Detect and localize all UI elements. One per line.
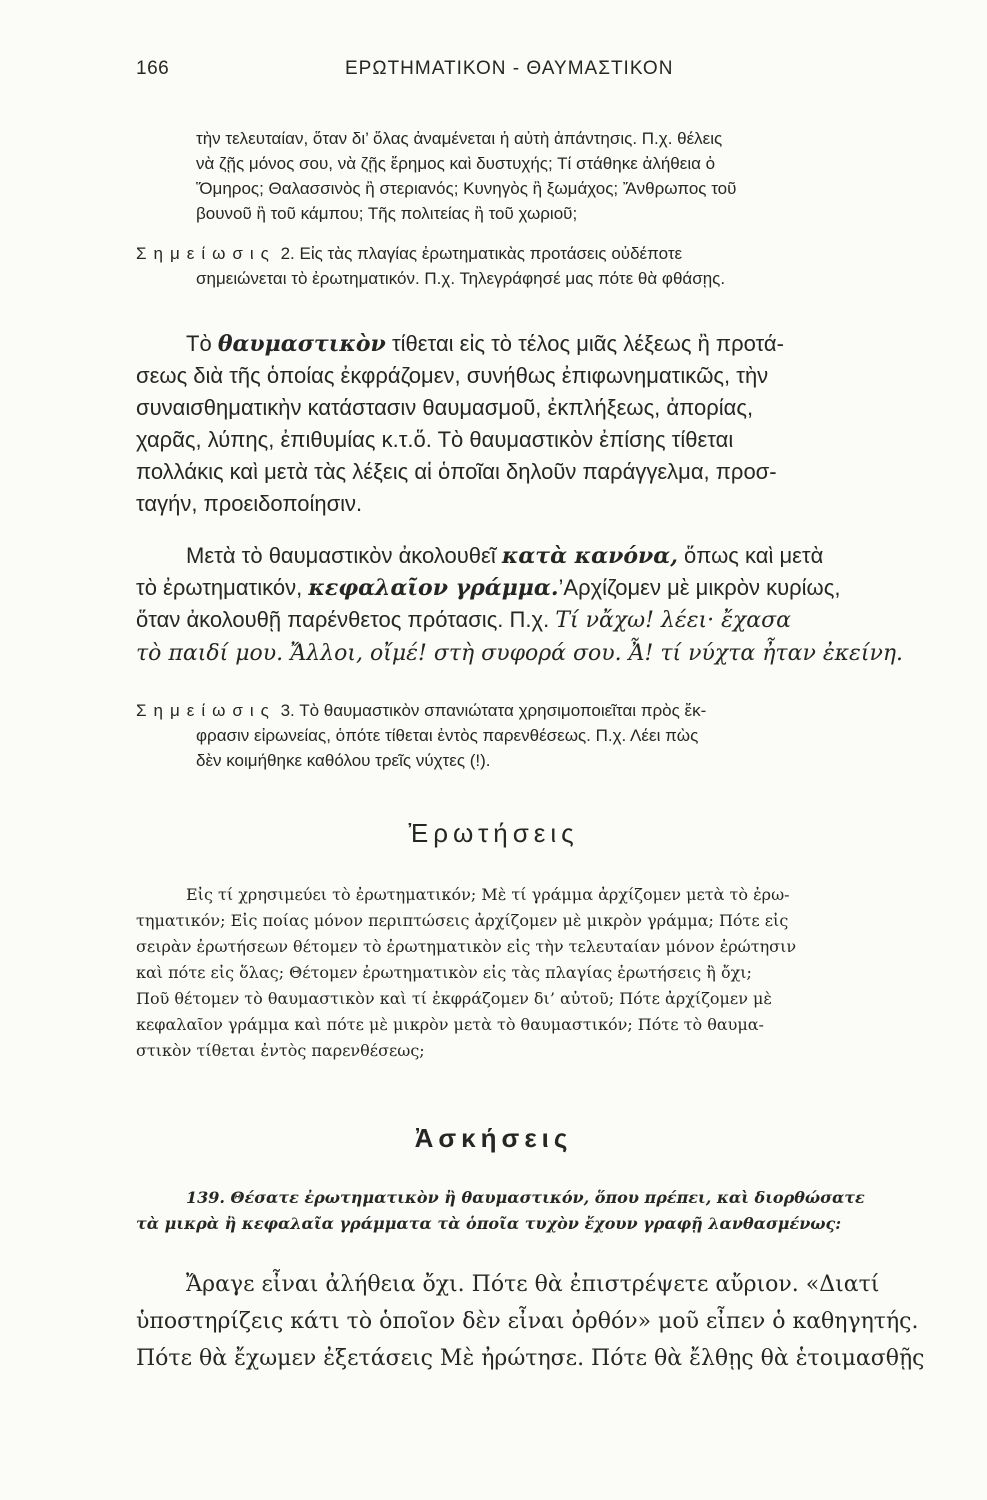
running-title: ΕΡΩΤΗΜΑΤΙΚΟΝ - ΘΑΥΜΑΣΤΙΚΟΝ <box>345 58 674 79</box>
emphasis: κεφαλαῖον γράμμα. <box>308 575 559 601</box>
instruction-text: Θέσατε ἐρωτηματικὸν ἢ θαυμαστικόν, ὅπου πρέπει, καὶ διορθώσατε <box>230 1188 865 1207</box>
text-run: ’Αρχίζομεν μὲ μικρὸν κυρίως, <box>558 575 841 600</box>
questions-heading: Ἐρωτήσεις <box>408 818 579 848</box>
paragraph-line: χαρᾶς, λύπης, ἐπιθυμίας κ.τ.ὅ. Τὸ θαυμαστικὸν ἐπίσης τίθεται <box>136 427 734 452</box>
note-3 <box>136 698 936 773</box>
note-number: 3. <box>280 701 295 720</box>
exercise-line: Πότε θὰ ἔχωμεν ἐξετάσεις Μὲ ἠρώτησε. Πότε θὰ ἔλθῃς θὰ ἑτοιμασθῇς <box>136 1346 925 1371</box>
page-number: 166 <box>136 58 170 79</box>
note-text: δὲν κοιμήθηκε καθόλου τρεῖς νύχτες (!). <box>196 751 491 770</box>
note-text: φρασιν εἰρωνείας, ὁπότε τίθεται ἐντὸς παρενθέσεως. Π.χ. Λέει πὼς <box>196 726 699 745</box>
text-run: τίθεται εἰς τὸ τέλος μιᾶς λέξεως ἢ προτά- <box>391 331 784 356</box>
question-line: κεφαλαῖον γράμμα καὶ πότε μὲ μικρὸν μετὰ τὸ θαυμαστικόν; Πότε τὸ θαυμα- <box>136 1015 764 1034</box>
paragraph-line: σεως διὰ τῆς ὁποίας ἐκφράζομεν, συνήθως ἐπιφωνηματικῶς, τὴν <box>136 363 769 388</box>
exercise-body <box>136 1266 936 1377</box>
example-italic: Τί νἄχω! λέει· ἔχασα <box>555 608 791 633</box>
question-line: τηματικόν; Εἰς ποίας μόνον περιπτώσεις ἀρχίζομεν μὲ μικρὸν γράμμα; Πότε εἰς <box>136 911 789 930</box>
question-line: στικὸν τίθεται ἐντὸς παρενθέσεως; <box>136 1041 425 1060</box>
note-label: Σημείωσις <box>136 244 276 263</box>
note-2 <box>136 241 936 291</box>
text-run: ὅταν ἀκολουθῇ παρένθετος πρότασις. Π.χ. <box>136 607 550 632</box>
question-line: Ποῦ θέτομεν τὸ θαυμαστικὸν καὶ τί ἐκφράζομεν δι’ αὐτοῦ; Πότε ἀρχίζομεν μὲ <box>136 989 772 1008</box>
intro-line: βουνοῦ ἢ τοῦ κάμπου; Τῆς πολιτείας ἢ τοῦ χωριοῦ; <box>196 204 578 223</box>
text-run: Μετὰ τὸ θαυμαστικὸν ἀκολουθεῖ <box>186 543 496 568</box>
exercise-instruction <box>136 1185 936 1237</box>
note-number: 2. <box>280 244 295 263</box>
thaumastikon-paragraph <box>136 328 936 520</box>
paragraph-line: πολλάκις καὶ μετὰ τὰς λέξεις αἱ ὁποῖαι δηλοῦν παράγγελμα, προσ- <box>136 459 777 484</box>
intro-line: Ὅμηρος; Θαλασσινὸς ἢ στεριανός; Κυνηγὸς ἢ ξωμάχος; Ἄνθρωπος τοῦ <box>196 179 737 198</box>
exercise-number: 139. <box>186 1188 225 1207</box>
note-text: σημειώνεται τὸ ἐρωτηματικόν. Π.χ. Τηλεγράφησέ μας πότε θὰ φθάσῃς. <box>196 269 726 288</box>
questions-text <box>136 882 936 1064</box>
term-bold: θαυμαστικὸν <box>217 331 386 357</box>
question-line: καὶ πότε εἰς ὅλας; Θέτομεν ἐρωτηματικὸν εἰς τὰς πλαγίας ἐρωτήσεις ἢ ὄχι; <box>136 963 752 982</box>
note-text: Εἰς τὰς πλαγίας ἐρωτηματικὰς προτάσεις οὐδέποτε <box>299 244 683 263</box>
text-run: τὸ ἐρωτηματικόν, <box>136 575 303 600</box>
exercise-line: ὑποστηρίζεις κάτι τὸ ὁποῖον δὲν εἶναι ὀρθόν» μοῦ εἶπεν ὁ καθηγητής. <box>136 1309 919 1334</box>
instruction-text: τὰ μικρὰ ἢ κεφαλαῖα γράμματα τὰ ὁποῖα τυχὸν ἔχουν γραφῇ λανθασμένως: <box>136 1214 842 1233</box>
exercises-heading: Ἀσκήσεις <box>414 1123 573 1153</box>
exercise-line: Ἄραγε εἶναι ἀλήθεια ὄχι. Πότε θὰ ἐπιστρέψετε αὔριον. «Διατί <box>186 1272 880 1297</box>
intro-paragraph <box>196 126 936 226</box>
question-line: Εἰς τί χρησιμεύει τὸ ἐρωτηματικόν; Μὲ τί γράμμα ἀρχίζομεν μετὰ τὸ ἐρω- <box>186 885 790 904</box>
paragraph-line: ταγήν, προειδοποίησιν. <box>136 491 363 516</box>
emphasis: κατὰ κανόνα, <box>501 543 678 569</box>
note-text: Τὸ θαυμαστικὸν σπανιώτατα χρησιμοποιεῖται πρὸς ἔκ- <box>299 701 707 720</box>
question-line: σειρὰν ἐρωτήσεων θέτομεν τὸ ἐρωτηματικὸν εἰς τὴν τελευταίαν μόνον ἐρώτησιν <box>136 937 797 956</box>
text-run: ὅπως καὶ μετὰ <box>684 543 824 568</box>
rule-paragraph <box>136 540 936 670</box>
note-label: Σημείωσις <box>136 701 276 720</box>
intro-line: νὰ ζῇς μόνος σου, νὰ ζῇς ἔρημος καὶ δυστυχής; Τί στάθηκε ἀλήθεια ὁ <box>196 154 716 173</box>
paragraph-line: συναισθηματικὴν κατάστασιν θαυμασμοῦ, ἐκπλήξεως, ἀπορίας, <box>136 395 754 420</box>
text-run: Τὸ <box>186 331 212 356</box>
intro-line: τὴν τελευταίαν, ὅταν δι’ ὅλας ἀναμένεται ἡ αὐτὴ ἀπάντησις. Π.χ. θέλεις <box>196 129 723 148</box>
example-italic: τὸ παιδί μου. Ἄλλοι, οἴμέ! στὴ συφορά σου. Ἆ! τί νύχτα ἦταν ἐκείνη. <box>136 641 904 666</box>
